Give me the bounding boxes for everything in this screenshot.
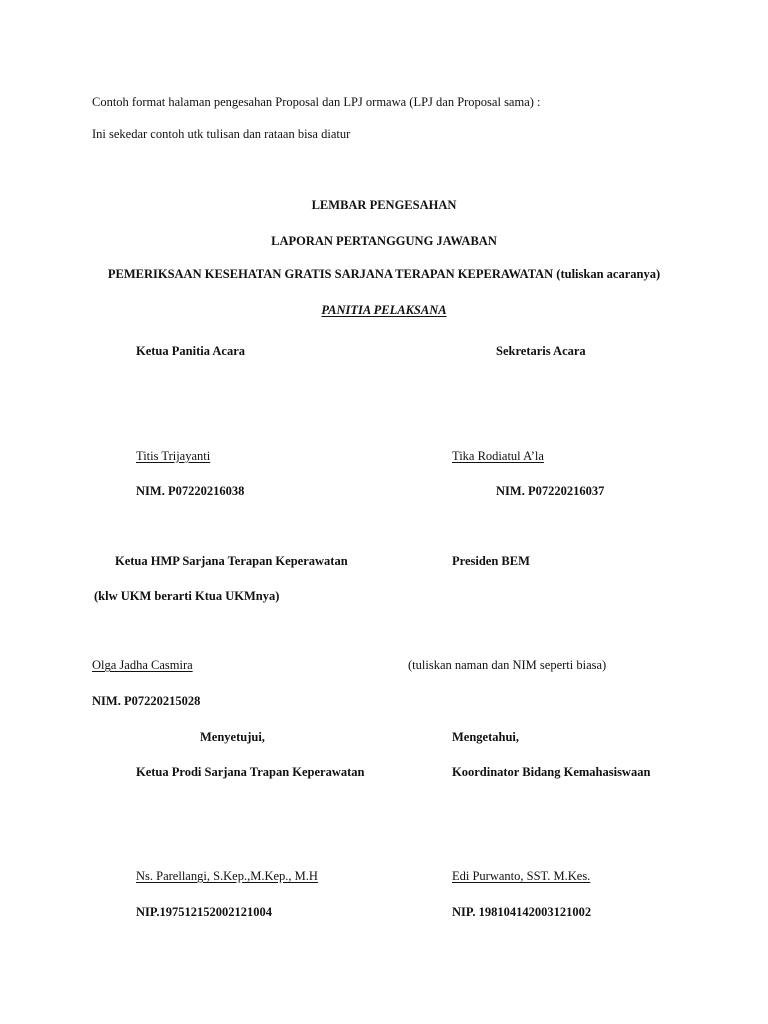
- koordinator-nip: NIP. 198104142003121002: [452, 905, 592, 919]
- committee-heading: PANITIA PELAKSANA: [321, 303, 447, 317]
- ketua-hmp-role: Ketua HMP Sarjana Terapan Keperawatan: [115, 554, 348, 568]
- kaprodi-role: Ketua Prodi Sarjana Trapan Keperawatan: [136, 765, 365, 779]
- intro-line-2: Ini sekedar contoh utk tulisan dan rataan bisa diatur: [92, 127, 351, 141]
- ketua-panitia-nim: NIM. P07220216038: [136, 484, 245, 498]
- event-note: (tuliskan acaranya): [556, 267, 661, 281]
- kaprodi-nip: NIP.197512152002121004: [136, 905, 273, 919]
- kaprodi-name: Ns. Parellangi, S.Kep.,M.Kep., M.H: [136, 869, 318, 883]
- sekretaris-role: Sekretaris Acara: [496, 344, 586, 358]
- sekretaris-name: Tika Rodiatul A’la: [452, 449, 544, 463]
- intro-line-1: Contoh format halaman pengesahan Proposal dan LPJ ormawa (LPJ dan Proposal sama) :: [92, 95, 541, 109]
- document-title: LEMBAR PENGESAHAN: [311, 198, 457, 212]
- sekretaris-nim: NIM. P07220216037: [496, 484, 605, 498]
- ketua-hmp-nim: NIM. P07220215028: [92, 694, 201, 708]
- mengetahui-heading: Mengetahui,: [452, 730, 520, 744]
- ketua-hmp-name: Olga Jadha Casmira: [92, 658, 193, 672]
- event-title: [0, 268, 768, 281]
- koordinator-name: Edi Purwanto, SST. M.Kes.: [452, 869, 591, 883]
- presiden-bem-role: Presiden BEM: [452, 554, 530, 568]
- document-subtitle: LAPORAN PERTANGGUNG JAWABAN: [271, 234, 497, 248]
- ketua-panitia-role: Ketua Panitia Acara: [136, 344, 246, 358]
- ketua-hmp-note: (klw UKM berarti Ktua UKMnya): [94, 589, 280, 603]
- koordinator-role: Koordinator Bidang Kemahasiswaan: [452, 765, 651, 779]
- presiden-bem-note: (tuliskan naman dan NIM seperti biasa): [408, 658, 607, 672]
- menyetujui-heading: Menyetujui,: [200, 730, 265, 744]
- ketua-panitia-name: Titis Trijayanti: [136, 449, 211, 463]
- event-name: PEMERIKSAAN KESEHATAN GRATIS SARJANA TERAPAN KEPERAWATAN: [107, 267, 554, 281]
